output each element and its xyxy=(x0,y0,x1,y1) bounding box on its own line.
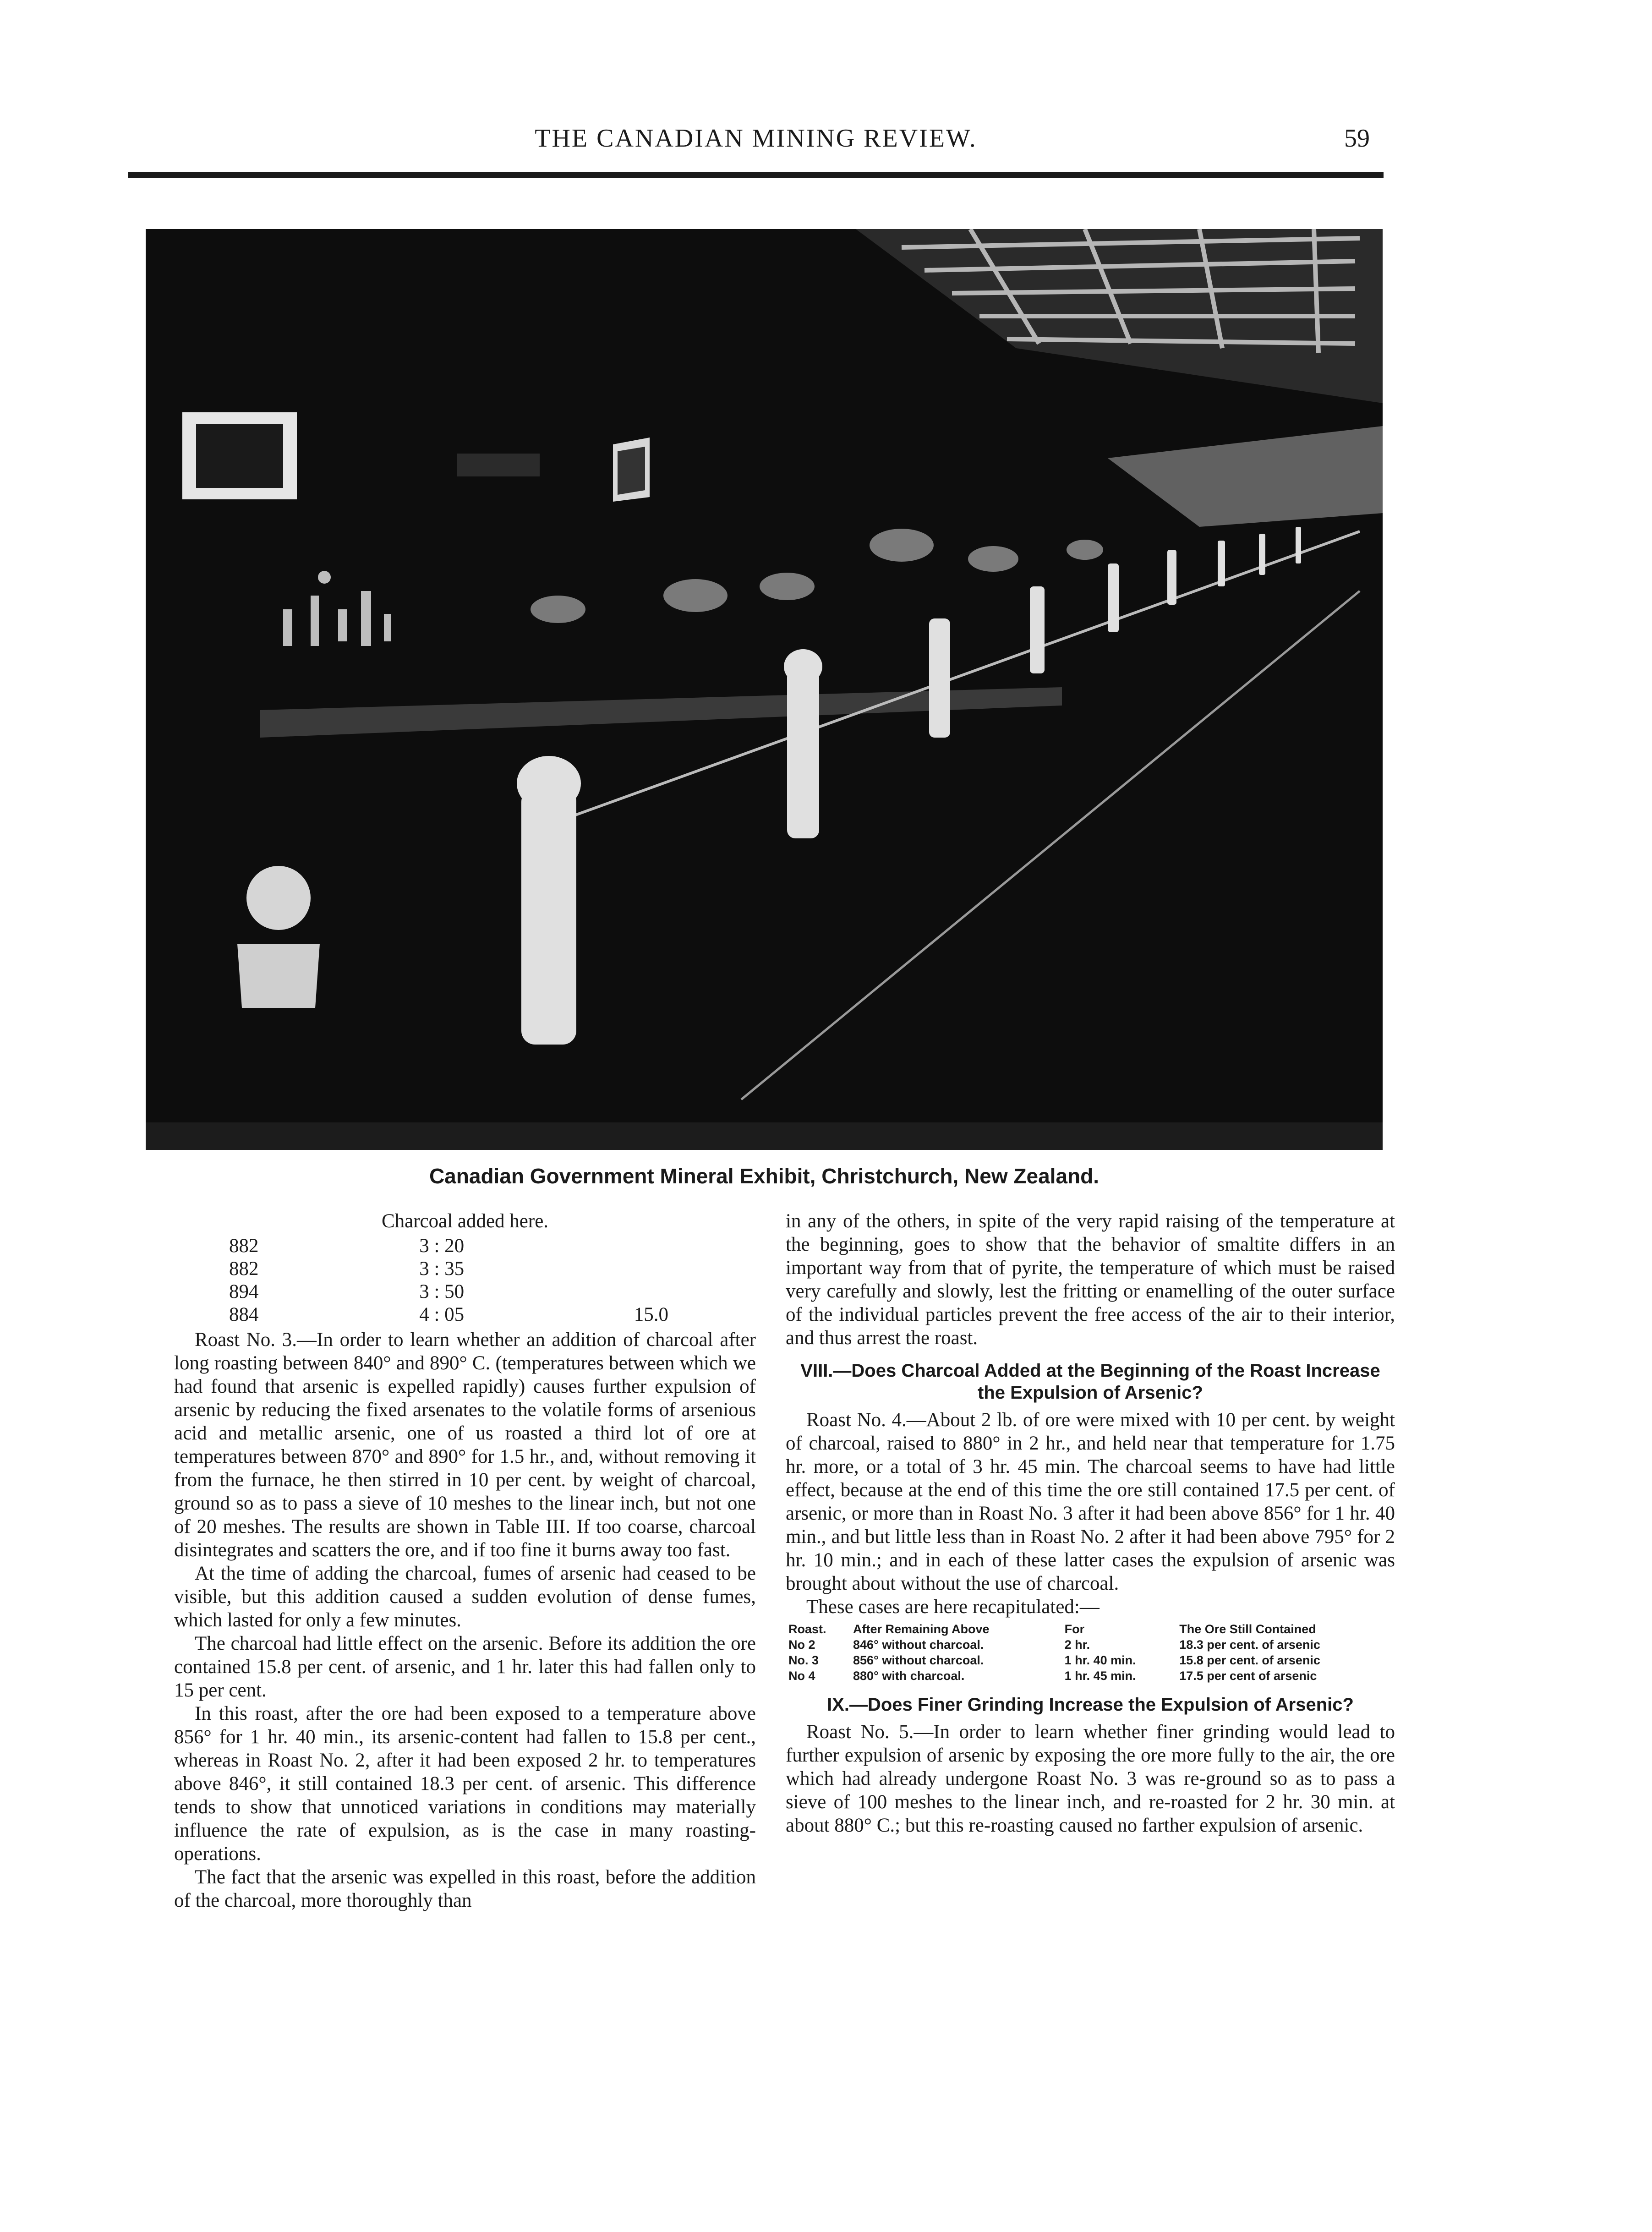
recap-contained-cell: 18.3 per cent. of arsenic xyxy=(1179,1638,1320,1652)
section-heading-ix: IX.—Does Finer Grinding Increase the Expulsion of Arsenic? xyxy=(827,1695,1354,1715)
time-cell: 3 : 20 xyxy=(419,1235,465,1257)
page-number: 59 xyxy=(1344,124,1370,153)
recap-table xyxy=(786,1621,1395,1684)
temperature-row xyxy=(174,1303,756,1326)
recap-intro: These cases are here recapitulated:— xyxy=(806,1596,1100,1618)
section-heading-viii: VIII.—Does Charcoal Added at the Beginning of the Roast Increase the Expulsion of Arsenic? xyxy=(800,1361,1380,1403)
left-column xyxy=(174,1209,756,1912)
recap-contained-cell: 17.5 per cent of arsenic xyxy=(1179,1669,1317,1683)
table-caption: Charcoal added here. xyxy=(381,1210,549,1232)
time-cell: 3 : 50 xyxy=(419,1281,465,1302)
recap-for-cell: 2 hr. xyxy=(1064,1638,1090,1652)
recap-header-for: For xyxy=(1064,1622,1085,1636)
temperature-cell: 884 xyxy=(229,1304,259,1325)
paragraph-fumes: At the time of adding the charcoal, fumes of arsenic had ceased to be visible, but this addition caused a sudden evolution of dense fumes, which lasted for only a few minutes. xyxy=(174,1563,756,1631)
recap-row xyxy=(786,1652,1395,1668)
temperature-row xyxy=(174,1258,756,1280)
recap-row xyxy=(786,1668,1395,1684)
temperature-cell: 894 xyxy=(229,1281,259,1302)
recap-after-cell: 846° without charcoal. xyxy=(853,1638,984,1652)
paragraph-roast-5: Roast No. 5.—In order to learn whether finer grinding would lead to further expulsion of arsenic by exposing the ore more fully to the air, the ore which had already undergone Roast No. 3 was re-ground so as to pass a sieve of 100 meshes to the linear inch, and re-roasted for 2 hr. 30 min. at about 880° C.; but this re-roasting caused no farther expulsion of arsenic. xyxy=(786,1721,1395,1836)
recap-header-after: After Remaining Above xyxy=(853,1622,990,1636)
running-title: THE CANADIAN MINING REVIEW. xyxy=(535,124,977,153)
recap-row xyxy=(786,1637,1395,1652)
recap-header-roast: Roast. xyxy=(788,1622,826,1636)
recap-roast-cell: No. 3 xyxy=(788,1653,819,1667)
paragraph-roast-3: Roast No. 3.—In order to learn whether an addition of charcoal after long roasting between 840° and 890° C. (temperatures between which we had found that arsenic is expelled rapidly) causes further expulsion of arsenic by reducing the fixed arsenates to the volatile forms of arsenious acid and metallic arsenic, one of us roasted a third lot of ore at temperatures between 870° and 890° for 1.5 hr., and, without removing it from the furnace, he then stirred in 10 per cent. by weight of charcoal, ground so as to pass a sieve of 10 meshes to the linear inch, but not one of 20 meshes. The results are shown in Table III. If too coarse, charcoal disintegrates and scatters the ore, and if too fine it burns away too fast. xyxy=(174,1329,756,1561)
temperature-row xyxy=(174,1235,756,1258)
arsenic-cell xyxy=(547,1235,756,1258)
exhibit-photograph xyxy=(146,229,1383,1150)
temperature-row xyxy=(174,1280,756,1303)
paragraph-roast-4: Roast No. 4.—About 2 lb. of ore were mixed with 10 per cent. by weight of charcoal, raised to 880° in 2 hr., and held near that temperature for 1.75 hr. more, or a total of 3 hr. 45 min. The charcoal seems to have had little effect, because at the end of this time the ore still contained 17.5 per cent. of arsenic, or more than in Roast No. 3 after it had been above 856° for 1 hr. 40 min., and but little less than in Roast No. 2 after it had been above 795° for 2 hr. 10 min.; and in each of these latter cases the expulsion of arsenic was brought about without the use of charcoal. xyxy=(786,1409,1395,1594)
recap-header-contained: The Ore Still Contained xyxy=(1179,1622,1316,1636)
temperature-cell: 882 xyxy=(229,1235,259,1257)
recap-roast-cell: No 4 xyxy=(788,1669,815,1683)
recap-for-cell: 1 hr. 40 min. xyxy=(1064,1653,1136,1667)
paragraph-fact: The fact that the arsenic was expelled in this roast, before the addition of the charcoal, more thoroughly than xyxy=(174,1866,756,1911)
header-rule xyxy=(128,172,1384,178)
recap-contained-cell: 15.8 per cent. of arsenic xyxy=(1179,1653,1320,1667)
arsenic-cell xyxy=(547,1258,756,1280)
right-column xyxy=(786,1209,1395,1837)
recap-after-cell: 880° with charcoal. xyxy=(853,1669,965,1683)
exhibit-photo-drawing xyxy=(146,229,1383,1150)
paragraph-charcoal-effect: The charcoal had little effect on the arsenic. Before its addition the ore contained 15.8 per cent. of arsenic, and 1 hr. later this had fallen only to 15 per cent. xyxy=(174,1633,756,1701)
recap-for-cell: 1 hr. 45 min. xyxy=(1064,1669,1136,1683)
arsenic-cell xyxy=(547,1280,756,1303)
arsenic-cell: 15.0 xyxy=(634,1304,669,1325)
temperature-cell: 882 xyxy=(229,1258,259,1280)
paragraph-comparison: In this roast, after the ore had been exposed to a temperature above 856° for 1 hr. 40 min., its arsenic-content had fallen to 15.8 per cent., whereas in Roast No. 2, after it had been exposed 2 hr. to temperatures above 846°, it still contained 18.3 per cent. of arsenic. This difference tends to show that unnoticed variations in conditions may materially influence the rate of expulsion, as is the case in many roasting-operations. xyxy=(174,1703,756,1865)
paragraph-continuation: in any of the others, in spite of the very rapid raising of the temperature at the beginning, goes to show that the behavior of smaltite differs in an important way from that of pyrite, the temperature of which must be raised very carefully and slowly, lest the fritting or enamelling of the outer surface of the individual particles prevent the free access of the air to their interior, and thus arrest the roast. xyxy=(786,1210,1395,1349)
recap-roast-cell: No 2 xyxy=(788,1638,815,1652)
recap-after-cell: 856° without charcoal. xyxy=(853,1653,984,1667)
time-cell: 3 : 35 xyxy=(419,1258,465,1280)
page-header xyxy=(128,115,1384,170)
photo-caption: Canadian Government Mineral Exhibit, Christchurch, New Zealand. xyxy=(429,1164,1100,1188)
temperature-table xyxy=(174,1235,756,1326)
time-cell: 4 : 05 xyxy=(419,1304,465,1325)
